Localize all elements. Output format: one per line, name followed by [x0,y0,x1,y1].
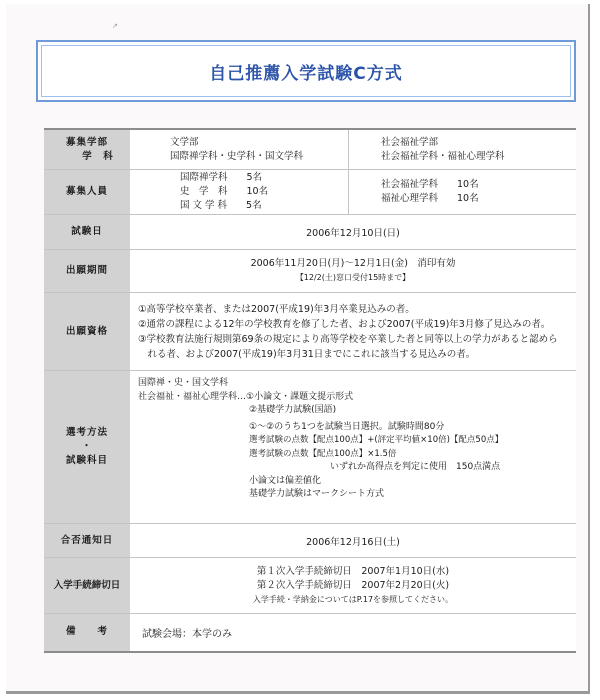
row-result [44,524,576,558]
notes-value: 試験会場：本学のみ [130,614,576,652]
row-selection [44,371,576,524]
selection-line: 社会福祉・福祉心理学科…①小論文・課題文提示形式 [138,391,354,402]
enrollment-note: 入学手続・学納金についてはP.17を参照してください。 [252,594,454,604]
row-application-period [44,250,576,293]
label-result: 合否通知日 [44,524,130,558]
capacity-literature: 国際禅学科 5名 史 学 科 10名 国 文 学 科 5名 [180,172,269,211]
exam-info-table [44,128,576,653]
label-application-period: 出願期間 [44,250,130,293]
label-eligibility: 出願資格 [44,293,130,371]
selection-line: ②基礎学力試験(国語) [249,405,337,415]
result-date-value: 2006年12月16日(土) [130,524,576,558]
document-page [6,4,590,694]
exam-date-value: 2006年12月10日(日) [130,215,576,250]
row-faculty [44,129,576,170]
faculty-social-welfare: 社会福祉学部 社会福祉学科・福祉心理学科 [348,130,576,169]
title-box [36,40,576,102]
selection-line: 小論文は偏差値化 [249,475,322,486]
eligibility-line: ③学校教育法施行規則第69条の規定により高等学校を卒業した者と同等以上の学力があると認めら [138,333,558,345]
label-exam-date: 試験日 [44,215,130,250]
row-exam-date [44,215,576,250]
row-enrollment [44,558,576,614]
capacity-social-welfare: 社会福祉学科 10名 福祉心理学科 10名 [348,170,576,214]
selection-line: 選考試験の点数【配点100点】×1.5倍 [249,448,397,459]
enrollment-deadline-2: 第２次入学手続締切日 2007年2月20日(火) [256,579,450,591]
selection-line: 基礎学力試験はマークシート方式 [249,489,385,499]
eligibility-line: れる者、および2007(平成19)年3月31日までにこれに該当する見込みの者。 [138,348,476,360]
page-title: 自己推薦入学試験C方式 [209,64,403,84]
eligibility-line: ①高等学校卒業者、または2007(平成19)年3月卒業見込みの者。 [138,303,415,315]
application-window-note: 【12/2(土)窓口受付15時まで】 [295,273,411,282]
selection-line: 国際禅・史・国文学科 [138,378,229,388]
label-capacity: 募集人員 [44,170,130,215]
selection-line: ①～②のうち1つを試験当日選択。試験時間80分 [249,421,445,432]
label-enrollment: 入学手続締切日 [44,558,130,614]
enrollment-deadline-1: 第１次入学手続締切日 2007年1月10日(水) [256,565,450,577]
row-capacity [44,170,576,215]
eligibility-line: ②通常の課程による12年の学校教育を修了した者、および2007(平成19)年3月修了見込みの者。 [138,318,551,330]
row-eligibility [44,293,576,371]
label-notes: 備 考 [44,614,130,652]
application-period-value: 2006年11月20日(月)～12月1日(金) 消印有効 [250,258,456,269]
faculty-literature: 文学部 国際禅学科・史学科・国文学科 [170,136,304,162]
selection-line: いずれか高得点を判定に使用 150点満点 [330,462,501,472]
selection-line: 選考試験の点数【配点100点】+(評定平均値×10倍)【配点50点】 [249,435,504,445]
corner-mark: ↗ [112,22,118,30]
label-selection: 選考方法 ・ 試験科目 [44,371,130,524]
label-faculty: 募集学部 学 科 [44,129,130,170]
row-notes [44,614,576,652]
